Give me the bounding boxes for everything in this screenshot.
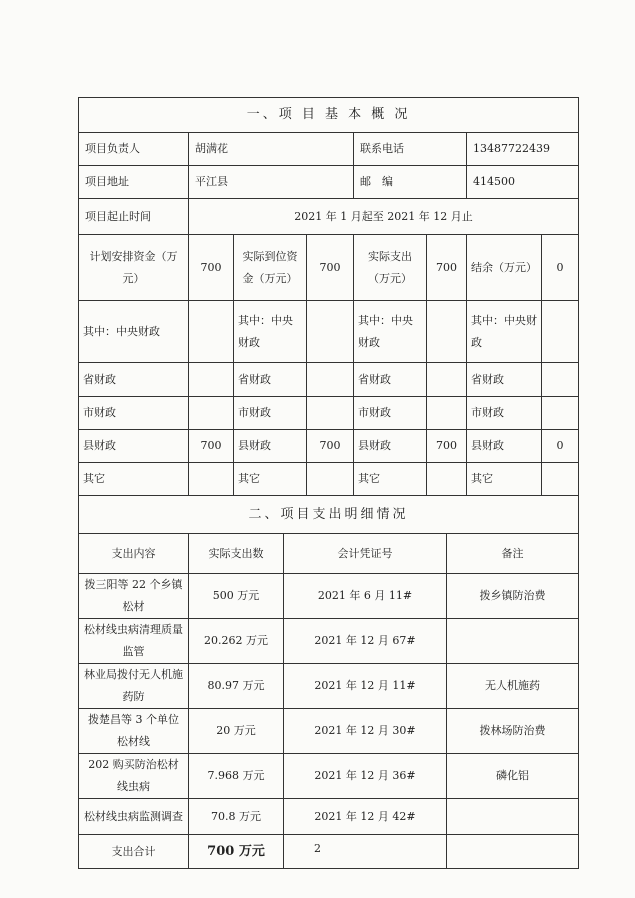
planned-funds-value: 700 (189, 235, 234, 301)
fund-source-value (307, 363, 354, 397)
expense-content: 松材线虫病清理质量监管 (79, 619, 189, 664)
period-label: 项目起止时间 (79, 199, 189, 235)
expense-content: 林业局拨付无人机施药防 (79, 664, 189, 709)
header-amount: 实际支出数 (189, 534, 284, 574)
expense-detail-table (78, 495, 579, 869)
arrived-funds-value: 700 (307, 235, 354, 301)
fund-source-label: 其中：中央财政 (467, 301, 542, 363)
expense-amount: 20 万元 (189, 709, 284, 754)
fund-source-label: 市财政 (79, 397, 189, 430)
expense-content: 202 购买防治松材线虫病 (79, 754, 189, 799)
fund-source-value (189, 463, 234, 496)
leader-value: 胡满花 (189, 133, 354, 166)
expense-note: 无人机施药 (447, 664, 579, 709)
period-value: 2021 年 1 月起至 2021 年 12 月止 (189, 199, 579, 235)
total-value: 700 万元 (189, 835, 284, 869)
expense-content: 松材线虫病监测调查 (79, 799, 189, 835)
expense-note: 磷化铝 (447, 754, 579, 799)
header-note: 备注 (447, 534, 579, 574)
fund-source-label: 市财政 (234, 397, 307, 430)
expense-amount: 80.97 万元 (189, 664, 284, 709)
fund-source-label: 市财政 (354, 397, 427, 430)
table-row (79, 664, 579, 709)
table-row (79, 709, 579, 754)
expense-amount: 20.262 万元 (189, 619, 284, 664)
table-row (79, 619, 579, 664)
arrived-funds-label: 实际到位资金（万元） (234, 235, 307, 301)
fund-source-value (307, 301, 354, 363)
fund-source-label: 市财政 (467, 397, 542, 430)
expense-note: 拨乡镇防治费 (447, 574, 579, 619)
section1-title: 一、项 目 基 本 概 况 (79, 98, 579, 133)
table-row (79, 574, 579, 619)
fund-source-value (189, 363, 234, 397)
fund-source-value (542, 301, 579, 363)
fund-source-row (79, 397, 579, 430)
address-label: 项目地址 (79, 166, 189, 199)
fund-source-value (427, 397, 467, 430)
phone-value: 13487722439 (467, 133, 579, 166)
expense-voucher: 2021 年 6 月 11# (284, 574, 447, 619)
header-voucher: 会计凭证号 (284, 534, 447, 574)
table-row (79, 754, 579, 799)
fund-source-value (307, 463, 354, 496)
project-basic-table (78, 97, 579, 496)
fund-source-value: 700 (189, 430, 234, 463)
document-body (78, 97, 578, 869)
postcode-label: 邮 编 (354, 166, 467, 199)
page-number: 2 (314, 842, 321, 855)
expense-voucher: 2021 年 12 月 36# (284, 754, 447, 799)
fund-source-value (542, 397, 579, 430)
fund-source-row (79, 301, 579, 363)
fund-source-value (542, 463, 579, 496)
fund-source-label: 县财政 (354, 430, 427, 463)
total-label: 支出合计 (79, 835, 189, 869)
expense-note: 拨林场防治费 (447, 709, 579, 754)
fund-source-value (307, 397, 354, 430)
fund-source-label: 其中：中央财政 (79, 301, 189, 363)
spent-funds-value: 700 (427, 235, 467, 301)
fund-source-label: 省财政 (234, 363, 307, 397)
fund-source-value (427, 463, 467, 496)
expense-amount: 500 万元 (189, 574, 284, 619)
fund-source-label: 县财政 (79, 430, 189, 463)
fund-source-value (189, 301, 234, 363)
expense-voucher: 2021 年 12 月 67# (284, 619, 447, 664)
fund-source-label: 其它 (79, 463, 189, 496)
expense-note (447, 619, 579, 664)
fund-source-label: 其中：中央财政 (354, 301, 427, 363)
fund-source-label: 其它 (467, 463, 542, 496)
fund-source-value (189, 397, 234, 430)
fund-source-row (79, 430, 579, 463)
expense-voucher: 2021 年 12 月 30# (284, 709, 447, 754)
header-content: 支出内容 (79, 534, 189, 574)
expense-amount: 70.8 万元 (189, 799, 284, 835)
table-row (79, 799, 579, 835)
address-value: 平江县 (189, 166, 354, 199)
phone-label: 联系电话 (354, 133, 467, 166)
fund-source-label: 县财政 (467, 430, 542, 463)
fund-source-value (427, 363, 467, 397)
balance-value: 0 (542, 235, 579, 301)
fund-source-label: 其中：中央财政 (234, 301, 307, 363)
fund-source-label: 省财政 (467, 363, 542, 397)
planned-funds-label: 计划安排资金（万元） (79, 235, 189, 301)
expense-voucher: 2021 年 12 月 11# (284, 664, 447, 709)
expense-amount: 7.968 万元 (189, 754, 284, 799)
fund-source-row (79, 363, 579, 397)
expense-content: 拨楚昌等 3 个单位松材线 (79, 709, 189, 754)
expense-content: 拨三阳等 22 个乡镇松材 (79, 574, 189, 619)
section2-title: 二、项目支出明细情况 (79, 496, 579, 534)
fund-source-label: 县财政 (234, 430, 307, 463)
fund-source-value: 700 (427, 430, 467, 463)
expense-voucher: 2021 年 12 月 42# (284, 799, 447, 835)
postcode-value: 414500 (467, 166, 579, 199)
expense-note (447, 799, 579, 835)
fund-source-row (79, 463, 579, 496)
balance-label: 结余（万元） (467, 235, 542, 301)
fund-source-label: 省财政 (354, 363, 427, 397)
fund-source-label: 其它 (354, 463, 427, 496)
fund-source-value (427, 301, 467, 363)
fund-source-value (542, 363, 579, 397)
fund-source-value: 700 (307, 430, 354, 463)
fund-source-label: 其它 (234, 463, 307, 496)
fund-source-label: 省财政 (79, 363, 189, 397)
fund-source-value: 0 (542, 430, 579, 463)
leader-label: 项目负责人 (79, 133, 189, 166)
spent-funds-label: 实际支出（万元） (354, 235, 427, 301)
